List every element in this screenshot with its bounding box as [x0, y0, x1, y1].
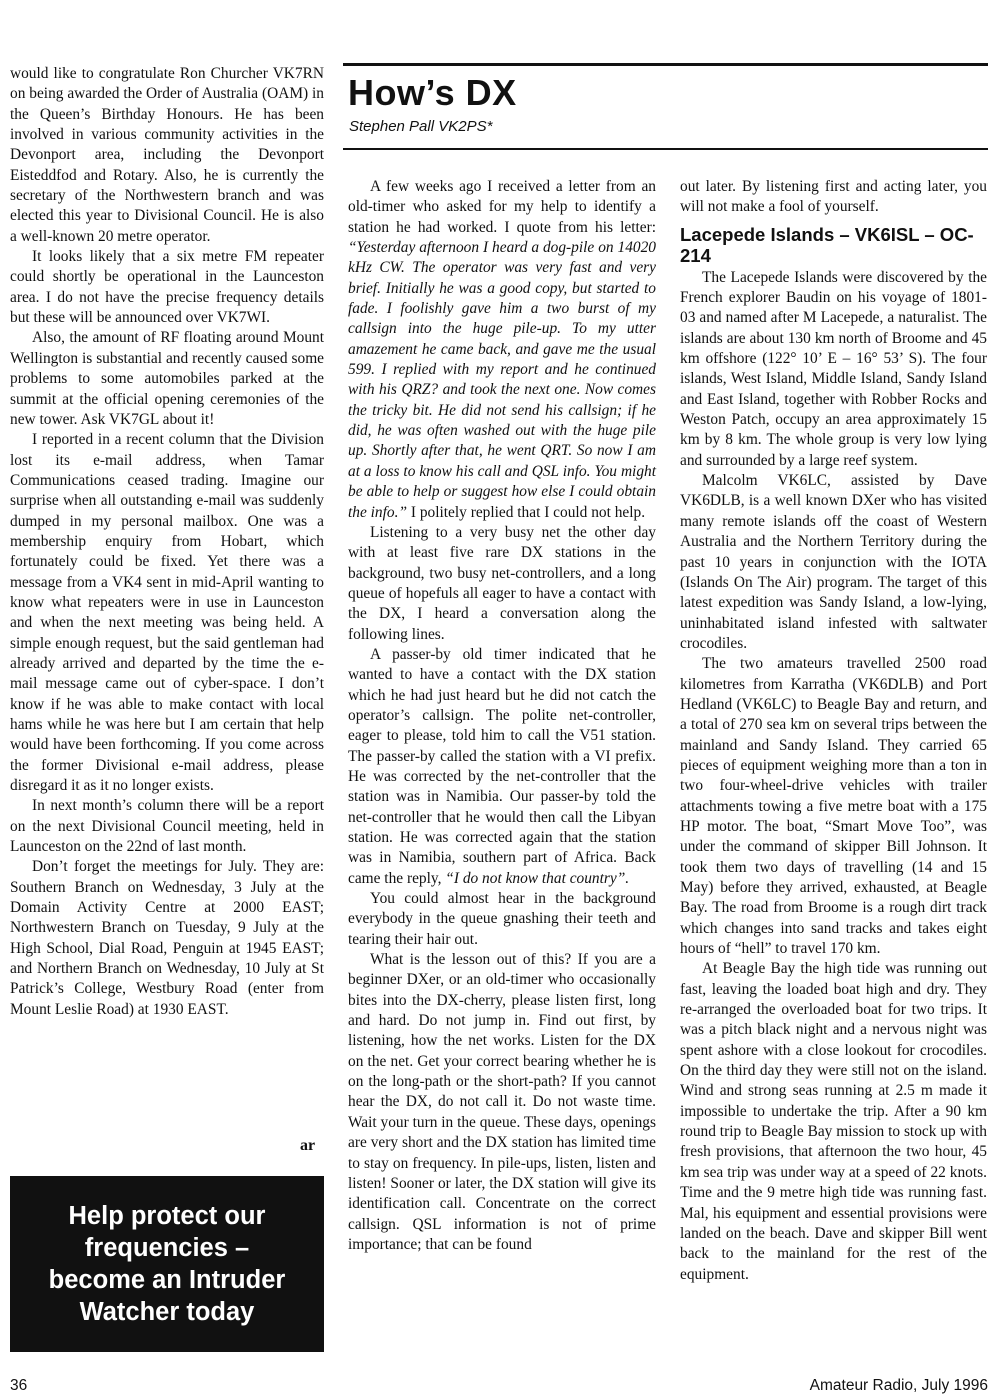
header-rule-top — [343, 63, 988, 66]
paragraph: You could almost hear in the background everybody in the queue gnashing their teeth and tearing their hair out. — [348, 890, 656, 948]
quoted-letter: “Yesterday afternoon I heard a dog-pile on 14020 kHz CW. The operator was very fast and very brief. Initially he was a good copy, but started to fade. I foolishly gave him a two burst of my callsign into the huge pile-up. To my utter amazement he came back, and gave me the usual 599. I replied with my report and he continued with his QRZ? and took the next one. Now comes the tricky bit. He did not send his callsign; if he did, he was often washed out with the huge pile up. Shortly after that, he went QRT. So now I am at a loss to know his call and QSL info. You might be able to help or suggest how else I could obtain the info.” — [348, 239, 656, 521]
paragraph: Also, the amount of RF floating around Mount Wellington is substantial and recently caused some problems to some automobiles parked at the summit at the official opening ceremonies of the new tower. Ask VK7GL about it! — [10, 329, 324, 428]
paragraph-intro: A few weeks ago I received a letter from an old-timer who asked for my help to identify a station he had worked. I quote from his letter: — [348, 178, 656, 236]
promo-line: Watcher today — [79, 1298, 255, 1326]
article-column-right — [680, 177, 987, 1285]
left-column-text — [10, 64, 324, 1020]
paragraph-outro: I politely replied that I could not help. — [407, 503, 646, 521]
paragraph: I reported in a recent column that the Division lost its e-mail address, when Tamar Communications ceased trading. Imagine our surprise when all outstanding e-mail was suddenly dumped in my personal mailbox. One was a membership enquiry from Hobart, which fortunately could be fixed. Yet there was a message from a VK4 sent in mid-April wanting to know what repeaters were in use in Launceston and when the next meeting was being held. A simple enough request, but the said gentleman had already arrived and departed by the time the e-mail message came out of cyber-space. I don’t know if he was able to make contact with local hams while he was here but I am certain that help would have been forthcoming. If you come across the former Divisional e-mail address, please disregard it as it no longer exists. — [10, 431, 324, 795]
page-number: 36 — [10, 1377, 28, 1394]
promo-text — [49, 1200, 286, 1328]
paragraph: In next month’s column there will be a report on the next Divisional Council meeting, held in Launceston on the 22nd of last month. — [10, 797, 324, 856]
paragraph-text: A passer-by old timer indicated that he wanted to have a contact with the DX station which he had just heard but he did not catch the operator’s callsign. The polite net-controller, eager to please, told him to call the V51 station. The passer-by called the station with a VI prefix. He was corrected by the net-controller that the station was in Namibia. Our passer-by told the net-controller that he would then call the Libyan station. He was corrected again that the station was in Namibia, southern part of Africa. Back came the reply, — [348, 645, 656, 887]
paragraph: What is the lesson out of this? If you are a beginner DXer, or an old-timer who occasionally bites into the DX-cherry, please listen first, long and hard. Do not jump in. Find out first, by listening, how the net works. Listen for the DX on the net. Get your correct bearing whether he is on the long-path or the short-path? If you cannot hear the DX, do not call it. Do not waste time. Wait your turn in the queue. These days, openings are very short and the DX station has limited time to stay on frequency. In pile-ups, listen, listen and listen! Sooner or later, the DX station will give its identification call. Concentrate on the correct callsign. QSL information is not of prime importance; that can be found — [348, 951, 656, 1253]
paragraph: Listening to a very busy net the other day with at least five rare DX stations in the background, two busy net-controllers, and a long queue of hopefuls all eager to have a contact with the DX, I heard a conversation along the following lines. — [348, 523, 656, 643]
promo-line: frequencies – — [84, 1234, 250, 1262]
paragraph: The Lacepede Islands were discovered by the French explorer Baudin on his voyage of 1801-03 and named after M Lacepede, a naturalist. The islands are about 130 km north of Broome and 45 km offshore (122° 10’ E – 16° 53’ S). The four islands, West Island, Middle Island, Sandy Island and East Island, together with Robber Rocks and Weston Patch, occupy an area approximately 15 km by 8 km. The whole group is very low lying and surrounded by a large reef system. — [680, 268, 987, 469]
intruder-watcher-promo-box — [10, 1176, 324, 1352]
header-rule-bottom — [343, 148, 988, 150]
paragraph: Malcolm VK6LC, assisted by Dave VK6DLB, is a well known DXer who has visited many remote islands off the coast of Western Australia and the Northern Territory during the past 10 years in conjunction with the IOTA (Islands On The Air) program. The target of this latest expedition was Sandy Island, a low-lying, uninhabitated island infested with saltwater crocodiles. — [680, 472, 987, 652]
paragraph: would like to congratulate Ron Churcher VK7RN on being awarded the Order of Australia (OAM) in the Queen’s Birthday Honours. He has been involved in various community activities in the Devonport area, including the Devonport Eisteddfod and Rotary. Also, he is currently the secretary of the Northwestern branch and was elected this year to Divisional Council. He is also a well-known 20 metre operator. — [10, 65, 324, 245]
publication-footer: Amateur Radio, July 1996 — [809, 1377, 988, 1394]
section-heading: Lacepede Islands – VK6ISL – OC-214 — [680, 223, 974, 266]
promo-line: become an Intruder — [48, 1266, 286, 1294]
promo-line: Help protect our — [68, 1202, 266, 1230]
paragraph: out later. By listening first and acting later, you will not make a fool of yourself. — [680, 178, 987, 216]
article-title: How’s DX — [348, 72, 517, 113]
paragraph: The two amateurs travelled 2500 road kilometres from Karratha (VK6DLB) and Port Hedland (VK6LC) to Beagle Bay and return, and a total of 270 sea km on several trips between the mainland and Sandy Island. They carried 65 pieces of equipment weighing more than a ton in two four-wheel-drive vehicles with trailer attachments towing a five metre boat with a 175 HP motor. The boat, “Smart Move Too”, was under the command of skipper Bill Johnson. It took them two days of travelling (14 and 15 May) before they arrived, exhausted, at Beagle Bay. The road from Broome is a rough dirt track which changes into sand tracks and takes eight hours of “hell” to travel 170 km. — [680, 655, 987, 958]
article-column-middle — [348, 177, 656, 1255]
paragraph — [348, 177, 656, 523]
paragraph: It looks likely that a six metre FM repeater could shortly be operational in the Launceston area. I do not have the precise frequency details but these will be announced over VK7WI. — [10, 248, 324, 327]
sign-off-mark: ar — [300, 1137, 316, 1154]
paragraph — [348, 645, 656, 889]
quoted-reply: “I do not know that country”. — [445, 869, 630, 887]
paragraph: Don’t forget the meetings for July. They are: Southern Branch on Wednesday, 3 July at the Domain Activity Centre at 2000 EAST; Northwestern Branch on Tuesday, 9 July at the High School, Dial Road, Penguin at 1945 EAST; and Northern Branch on Wednesday, 10 July at St Patrick’s College, Westbury Road (enter from Mount Leslie Road) at 1930 EAST. — [10, 858, 324, 1018]
article-byline: Stephen Pall VK2PS* — [349, 118, 493, 135]
paragraph: At Beagle Bay the high tide was running out fast, leaving the loaded boat high and dry. They re-arranged the overloaded boat for two trips. It was a pitch black night and a nervous night was spent ashore with a close lookout for crocodiles. On the third day they were still not on the island. Wind and strong seas running at 2.5 m made it impossible to undertake the trip. After a 90 km round trip to Beagle Bay mission to stock up with fresh provisions, that afternoon the two hour, 45 km sea trip was under way at a speed of 22 knots. Time and the 9 metre high tide was running fast. Mal, his equipment and essential provisions were landed on the beach. Dave and skipper Bill went back to the mainland for the rest of the equipment. — [680, 960, 987, 1283]
